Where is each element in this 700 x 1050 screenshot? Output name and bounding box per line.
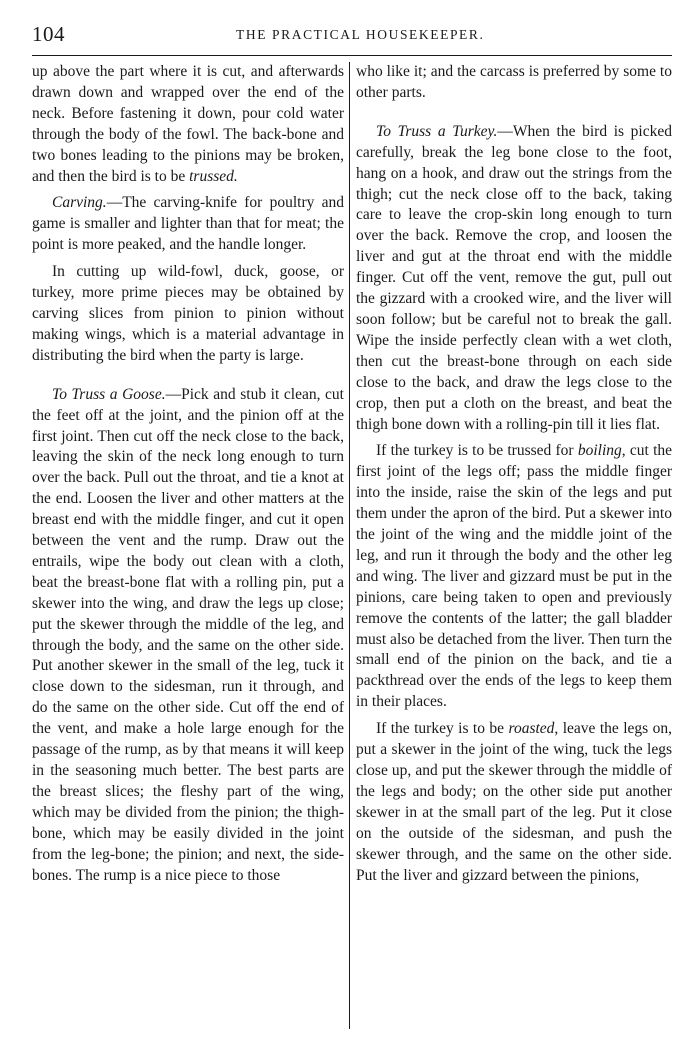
paragraph-text: —Pick and stub it clean, cut the feet off at the joint, and the pinion off at the first joint. Then cut off the neck close to the back, leaving the skin of the neck long enough to turn over the back. Pull out the throat, and tie a knot at the end. Loosen the liver and other matters at the breast end with the middle finger, and cut it open between the vent and the rump. Draw out the entrails, wipe the body out clean with a cloth, beat the breast-bone flat with a rolling pin, put a skewer into the wing, and draw the legs up close; put the skewer through the middle of the leg, and through the body, and the same on the other side. Put another skewer in the small of the leg, tuck it close down to the sidesman, run it through, and do the same on the other side. Cut off the end of the vent, and make a hole large enough for the passage of the rump, as by that means it will keep in the seasoning much better. The best parts are the breast slices; the fleshy part of the wing, which may be divided from the pinion; the thigh-bone, which may be easily divided in the joint from the leg-bone; the pinion; and next, the side-bones. The rump is a nice piece to those	[32, 385, 344, 884]
page-number: 104	[32, 22, 65, 46]
right-column	[356, 62, 672, 886]
section-heading-truss-goose: To Truss a Goose.	[52, 385, 166, 403]
paragraph-boiling	[356, 441, 672, 713]
paragraph-text: If the turkey is to be trussed for	[376, 442, 578, 460]
italic-word: roasted	[508, 720, 555, 738]
paragraph-text: , leave the legs on, put a skewer in the joint of the wing, tuck the legs close up, and put the skewer through the middle of the legs and body; on the other side put another skewer in at the small part of the leg. Put it close on the outside of the sidesman, and push the skewer through, and the same on the other side. Put the liver and gizzard between the pinions,	[356, 720, 672, 884]
paragraph-carving	[32, 193, 344, 256]
paragraph-text: , cut the first joint of the legs off; pass the middle finger into the inside, raise the skin of the legs and put them under the apron of the bird. Put a skewer into the joint of the wing and the middle joint of the leg, and run it through the body and the other leg and wing. The liver and gizzard must be put in the pinions, care being taken to open and previously remove the contents of the latter; the gall bladder must also be detached from the liver. Then turn the small end of the pinion on the back, and tie a packthread over the ends of the legs to keep them in their places.	[356, 442, 673, 711]
section-heading-truss-turkey: To Truss a Turkey.	[376, 122, 498, 140]
page-header	[32, 22, 672, 52]
section-heading-carving: Carving.	[52, 194, 107, 212]
paragraph-roasted	[356, 719, 672, 886]
paragraph-text: If the turkey is to be	[376, 720, 509, 738]
paragraph-carcass	[356, 62, 672, 104]
paragraph-text: who like it; and the carcass is preferred by some to other parts.	[356, 63, 672, 101]
paragraph-truss-turkey	[356, 122, 672, 436]
paragraph-text: In cutting up wild-fowl, duck, goose, or turkey, more prime pieces may be obtained by carving slices from pinion to pinion without making wings, which is a material advantage in distributing the bird when the party is large.	[32, 263, 344, 364]
paragraph-truss-goose	[32, 385, 344, 887]
header-rule	[32, 55, 672, 56]
left-column	[32, 62, 344, 886]
paragraph-text: —When the bird is picked carefully, break the leg bone close to the foot, hang on a hook, and draw out the strings from the thigh; cut the neck close off to the back, taking care to leave the crop-skin long enough to turn over the back. Remove the crop, and loosen the liver and gut at the throat end with the middle finger. Cut off the vent, remove the gut, pull out the gizzard with a crooked wire, and the liver will soon follow; but be careful not to break the gall. Wipe the inside perfectly clean with a wet cloth, then cut the breast-bone through on each side close to the back, and draw the legs close to the crop, then put a cloth on the breast, and beat the thigh bone down with a rolling-pin till it lies flat.	[356, 122, 672, 433]
italic-word: boiling	[577, 442, 622, 460]
paragraph-text: —The carving-knife for poultry and game is smaller and lighter than that for meat; the point is more peaked, and the handle longer.	[32, 194, 344, 254]
column-divider	[349, 62, 350, 1029]
paragraph-neck-wrap	[32, 62, 344, 187]
paragraph-wild-fowl	[32, 262, 344, 367]
paragraph-text: up above the part where it is cut, and afterwards drawn down and wrapped over the end of the neck. Before fastening it down, pour cold water through the body of the fowl. The back-bone and two bones leading to the pinions may be broken, and then the bird is to be	[32, 63, 344, 185]
italic-word: trussed.	[189, 167, 238, 185]
running-head: THE PRACTICAL HOUSEKEEPER.	[236, 27, 485, 42]
